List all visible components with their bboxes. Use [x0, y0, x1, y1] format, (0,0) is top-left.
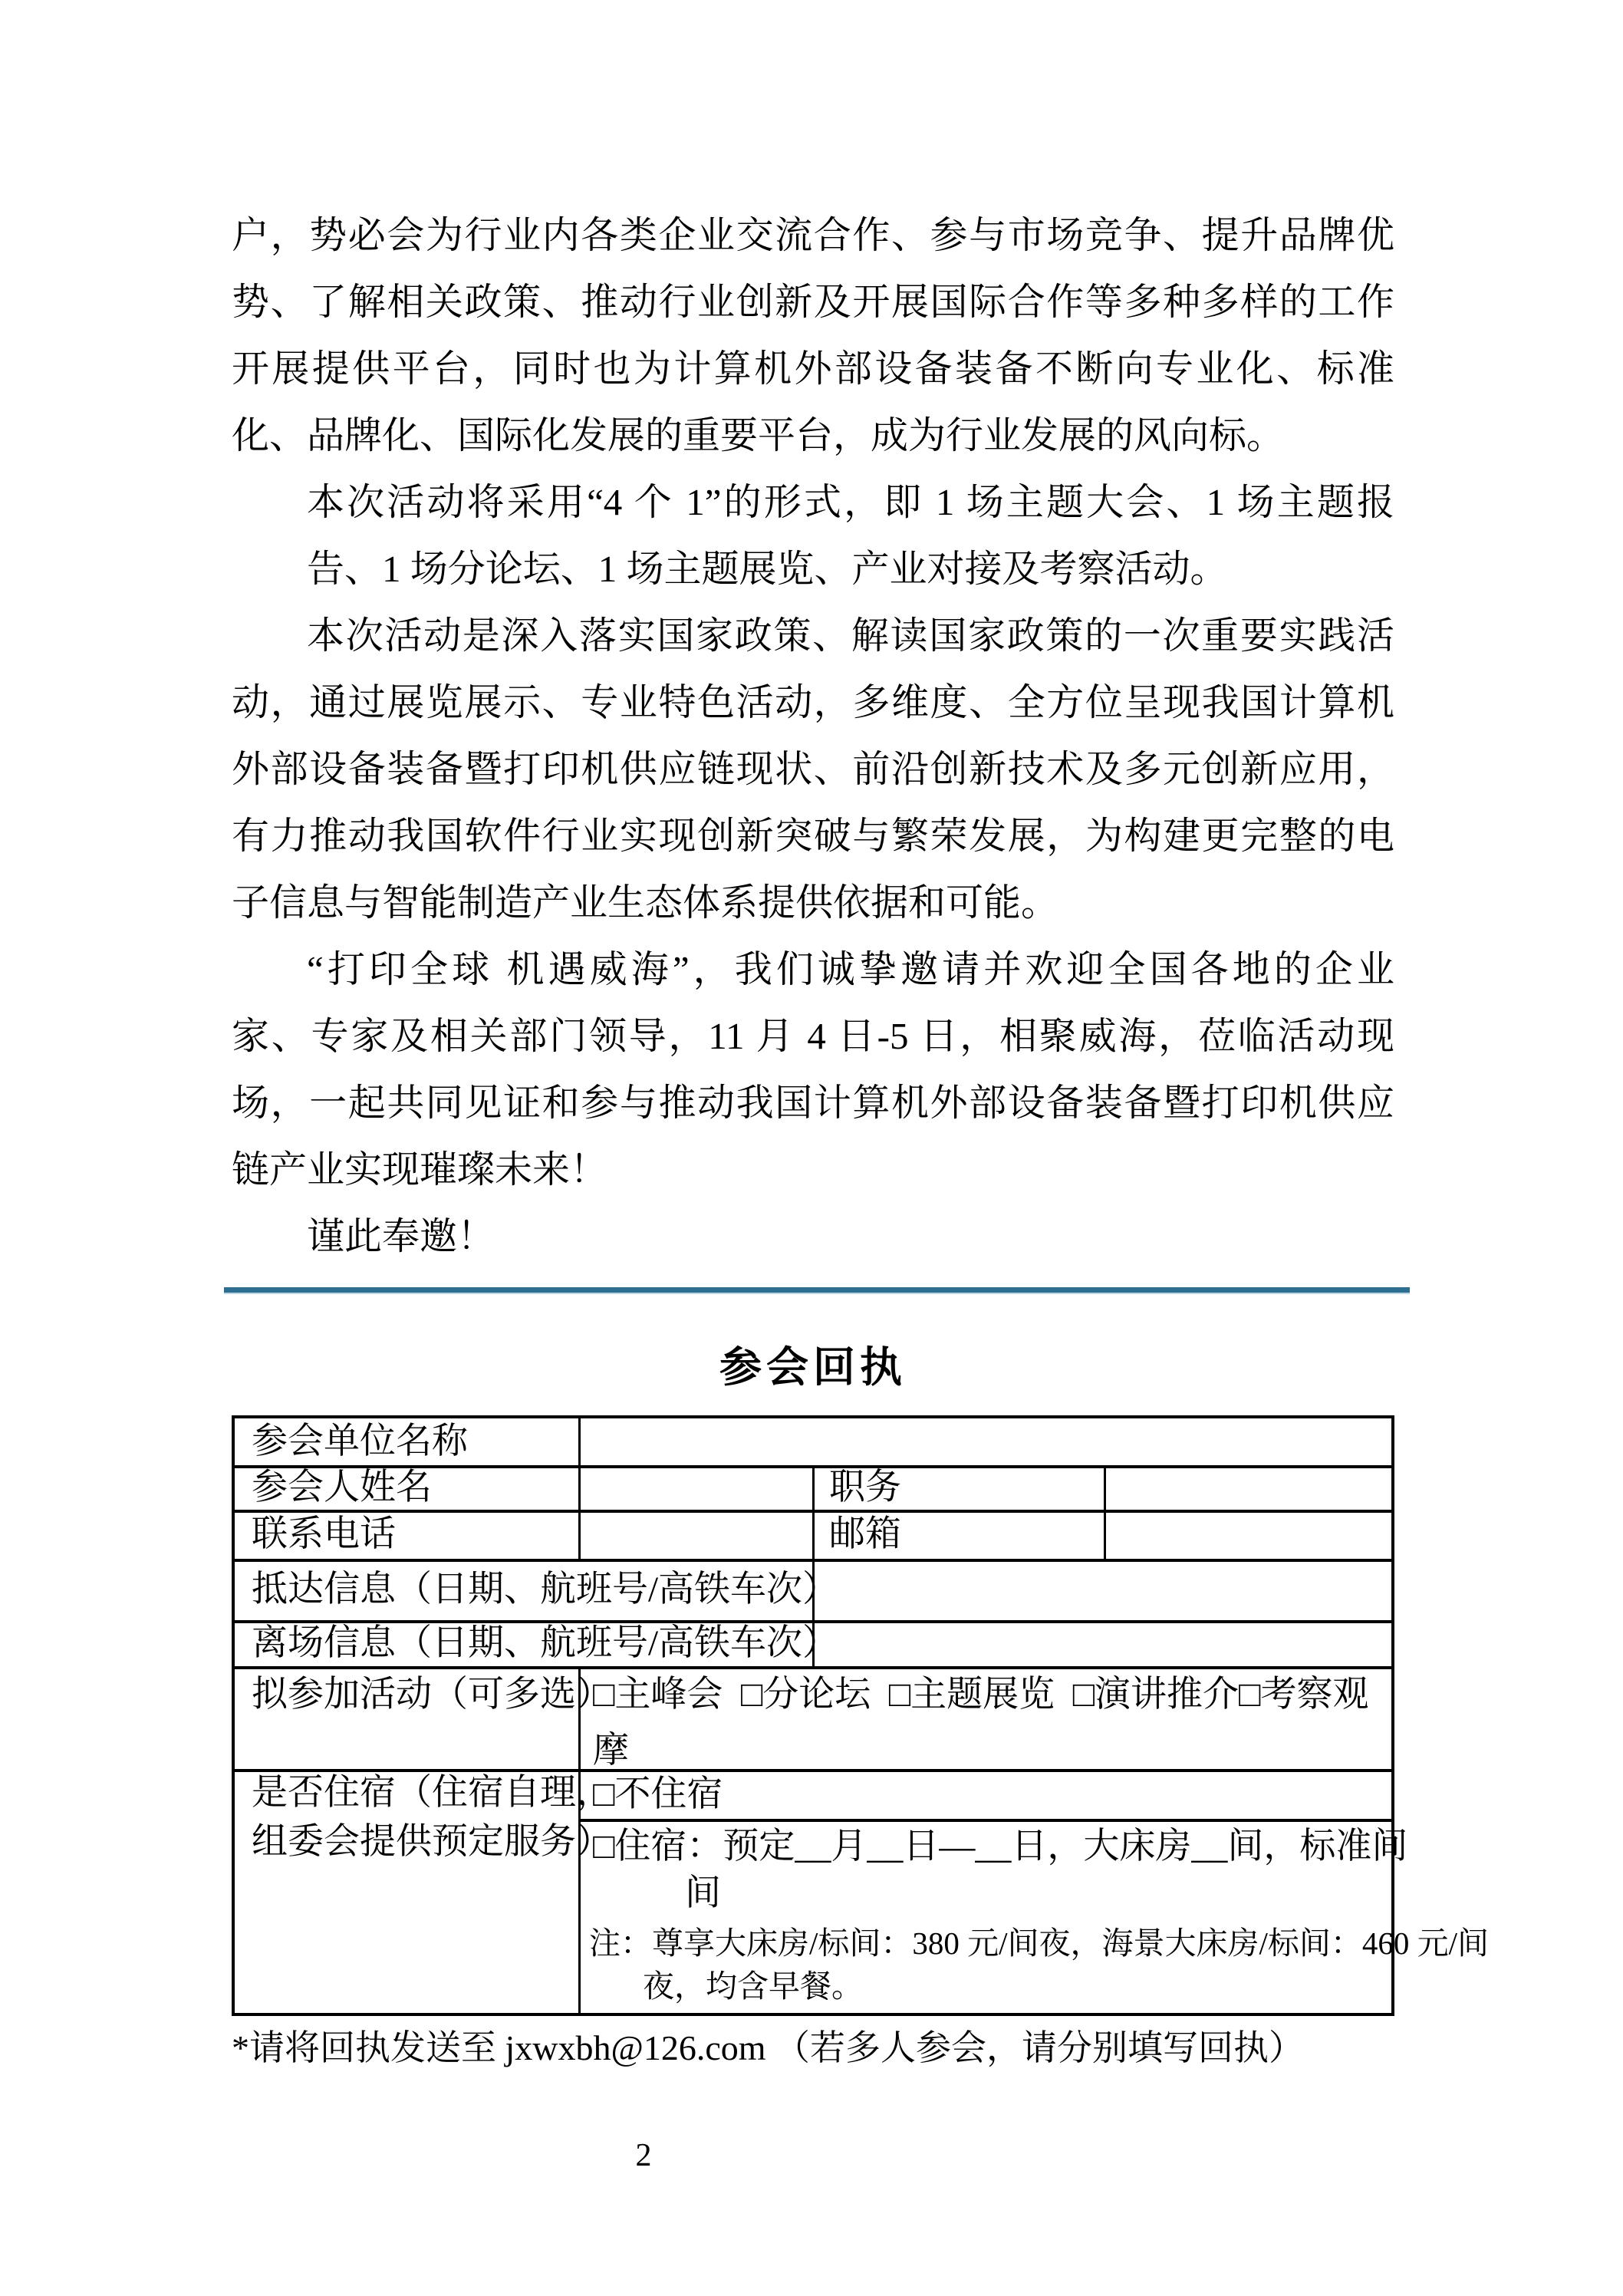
body-paragraph-line: 家、专家及相关部门领导，11 月 4 日-5 日，相聚威海，莅临活动现	[232, 1015, 1394, 1057]
section-divider	[224, 1287, 1410, 1294]
job-title-label: 职务	[829, 1468, 901, 1507]
body-paragraph-line: 户，势必会为行业内各类企业交流合作、参与市场竞争、提升品牌优	[232, 214, 1394, 256]
table-column-border	[1104, 1465, 1106, 1559]
departure-info-label: 离场信息（日期、航班号/高铁车次）	[252, 1623, 839, 1663]
lodging-option-line2: 间	[685, 1873, 721, 1913]
body-paragraph-line: 开展提供平台，同时也为计算机外部设备装备不断向专业化、标准	[232, 348, 1394, 390]
unit-name-value-cell	[595, 1418, 1385, 1465]
body-paragraph-line: 子信息与智能制造产业生态体系提供依据和可能。	[232, 881, 1059, 924]
job-title-value-cell	[1121, 1465, 1381, 1510]
body-paragraph-line: 有力推动我国软件行业实现创新突破与繁荣发展，为构建更完整的电	[232, 815, 1394, 857]
attendee-name-value-cell	[595, 1465, 806, 1510]
arrival-info-value-cell	[829, 1559, 1381, 1620]
attendee-name-label: 参会人姓名	[252, 1468, 432, 1507]
email-label: 邮箱	[829, 1514, 901, 1554]
departure-info-value-cell	[829, 1620, 1381, 1666]
lodging-option-line1: □住宿：预定__月__日—__日，大床房__间，标准间	[593, 1827, 1408, 1866]
activities-options-line1: □主峰会 □分论坛 □主题展览 □演讲推介□考察观	[593, 1675, 1369, 1715]
body-paragraph-line: 化、品牌化、国际化发展的重要平台，成为行业发展的风向标。	[232, 414, 1285, 456]
body-paragraph-line: 本次活动是深入落实国家政策、解读国家政策的一次重要实践活	[307, 614, 1394, 657]
body-paragraph-line: 链产业实现璀璨未来！	[232, 1148, 608, 1191]
body-paragraph-line: 势、了解相关政策、推动行业创新及开展国际合作等多种多样的工作	[232, 281, 1394, 323]
body-paragraph-line: 外部设备装备暨打印机供应链现状、前沿创新技术及多元创新应用，	[232, 748, 1394, 790]
reply-form-table	[232, 1415, 1490, 2016]
body-paragraph-line: 本次活动将采用“4 个 1”的形式，即 1 场主题大会、1 场主题报	[307, 481, 1394, 523]
no-lodging-option: □不住宿	[593, 1774, 723, 1814]
body-paragraph-line: “打印全球 机遇威海”，我们诚挚邀请并欢迎全国各地的企业	[307, 948, 1394, 990]
lodging-label-line2: 组委会提供预定服务）	[252, 1822, 612, 1862]
activities-options-line2: 摩	[593, 1731, 629, 1771]
phone-label: 联系电话	[252, 1514, 396, 1554]
body-paragraph-line: 谨此奉邀！	[307, 1215, 495, 1257]
unit-name-label: 参会单位名称	[252, 1421, 468, 1461]
footer-note: *请将回执发送至 jxwxbh@126.com （若多人参会，请分别填写回执）	[232, 2028, 1305, 2067]
page-number: 2	[635, 2138, 652, 2173]
email-value-cell	[1121, 1510, 1381, 1559]
lodging-label-line1: 是否住宿（住宿自理，	[252, 1773, 612, 1813]
reply-form-title: 参会回执	[719, 1344, 907, 1391]
lodging-note-line1: 注：尊享大床房/标间：380 元/间夜，海景大床房/标间：460 元/间	[589, 1925, 1490, 1961]
body-paragraph-line: 告、1 场分论坛、1 场主题展览、产业对接及考察活动。	[307, 548, 1228, 590]
arrival-info-label: 抵达信息（日期、航班号/高铁车次）	[252, 1570, 839, 1609]
body-paragraph-line: 场，一起共同见证和参与推动我国计算机外部设备装备暨打印机供应	[232, 1082, 1394, 1124]
activities-label: 拟参加活动（可多选）	[252, 1675, 612, 1715]
phone-value-cell	[595, 1510, 806, 1559]
lodging-note-line2: 夜，均含早餐。	[643, 1968, 863, 2004]
body-paragraph-line: 动，通过展览展示、专业特色活动，多维度、全方位呈现我国计算机	[232, 681, 1394, 723]
table-column-border	[578, 1418, 581, 1559]
